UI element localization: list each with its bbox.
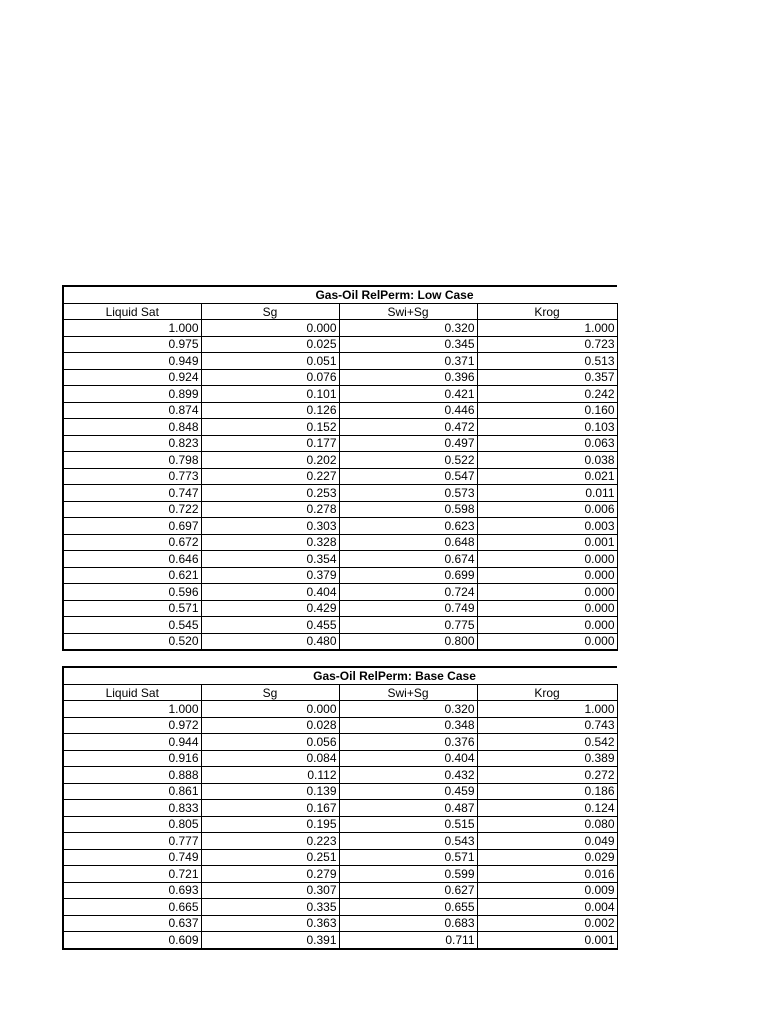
cell-liquid-sat: 0.798 [63, 452, 201, 469]
cell-krog: 1.000 [477, 320, 617, 337]
cell-krog: 0.723 [477, 336, 617, 353]
cell-sg: 0.000 [201, 320, 339, 337]
cell-krog: 0.743 [477, 717, 617, 734]
cell-swi-sg: 0.404 [339, 750, 477, 767]
cell-krog: 0.001 [477, 932, 617, 949]
relperm-table-base-case [62, 666, 618, 950]
cell-krog: 0.000 [477, 600, 617, 617]
cell-liquid-sat: 0.697 [63, 518, 201, 535]
cell-krog: 0.001 [477, 534, 617, 551]
cell-sg: 0.101 [201, 386, 339, 403]
cell-krog: 0.124 [477, 800, 617, 817]
cell-liquid-sat: 0.596 [63, 584, 201, 601]
cell-sg: 0.307 [201, 882, 339, 899]
cell-sg: 0.363 [201, 915, 339, 932]
cell-krog: 0.016 [477, 866, 617, 883]
column-header-liquid-sat: Liquid Sat [63, 685, 201, 701]
cell-liquid-sat: 0.721 [63, 866, 201, 883]
cell-swi-sg: 0.623 [339, 518, 477, 535]
cell-sg: 0.429 [201, 600, 339, 617]
table-row [63, 633, 617, 650]
table-row [63, 584, 617, 601]
cell-liquid-sat: 0.861 [63, 783, 201, 800]
relperm-table-low-case [62, 285, 618, 651]
cell-liquid-sat: 0.749 [63, 849, 201, 866]
table-row [63, 501, 617, 518]
cell-swi-sg: 0.348 [339, 717, 477, 734]
table-row [63, 932, 617, 949]
cell-liquid-sat: 0.874 [63, 402, 201, 419]
cell-liquid-sat: 0.805 [63, 816, 201, 833]
cell-krog: 0.000 [477, 567, 617, 584]
cell-swi-sg: 0.459 [339, 783, 477, 800]
table-row [63, 734, 617, 751]
cell-swi-sg: 0.573 [339, 485, 477, 502]
cell-liquid-sat: 0.693 [63, 882, 201, 899]
cell-liquid-sat: 0.545 [63, 617, 201, 634]
cell-sg: 0.084 [201, 750, 339, 767]
cell-liquid-sat: 0.722 [63, 501, 201, 518]
column-header-swi-sg: Swi+Sg [339, 304, 477, 320]
cell-swi-sg: 0.724 [339, 584, 477, 601]
cell-sg: 0.335 [201, 899, 339, 916]
cell-krog: 0.003 [477, 518, 617, 535]
cell-krog: 0.011 [477, 485, 617, 502]
column-header-liquid-sat: Liquid Sat [63, 304, 201, 320]
cell-swi-sg: 0.648 [339, 534, 477, 551]
column-header-krog: Krog [477, 685, 617, 701]
cell-swi-sg: 0.515 [339, 816, 477, 833]
table-row [63, 750, 617, 767]
cell-sg: 0.279 [201, 866, 339, 883]
cell-sg: 0.076 [201, 369, 339, 386]
cell-sg: 0.202 [201, 452, 339, 469]
cell-swi-sg: 0.674 [339, 551, 477, 568]
table-row [63, 783, 617, 800]
table-row [63, 336, 617, 353]
cell-liquid-sat: 0.773 [63, 468, 201, 485]
cell-liquid-sat: 0.637 [63, 915, 201, 932]
cell-swi-sg: 0.699 [339, 567, 477, 584]
cell-swi-sg: 0.497 [339, 435, 477, 452]
table-row [63, 485, 617, 502]
cell-liquid-sat: 0.944 [63, 734, 201, 751]
cell-krog: 0.389 [477, 750, 617, 767]
cell-sg: 0.051 [201, 353, 339, 370]
table-row [63, 849, 617, 866]
cell-swi-sg: 0.320 [339, 320, 477, 337]
cell-krog: 0.103 [477, 419, 617, 436]
cell-sg: 0.177 [201, 435, 339, 452]
cell-liquid-sat: 0.916 [63, 750, 201, 767]
table-row [63, 402, 617, 419]
table-row [63, 369, 617, 386]
cell-swi-sg: 0.345 [339, 336, 477, 353]
cell-liquid-sat: 0.975 [63, 336, 201, 353]
cell-krog: 0.000 [477, 633, 617, 650]
cell-sg: 0.303 [201, 518, 339, 535]
cell-liquid-sat: 0.747 [63, 485, 201, 502]
table-row [63, 866, 617, 883]
cell-swi-sg: 0.432 [339, 767, 477, 784]
cell-swi-sg: 0.320 [339, 701, 477, 718]
cell-sg: 0.379 [201, 567, 339, 584]
cell-krog: 0.242 [477, 386, 617, 403]
cell-krog: 0.357 [477, 369, 617, 386]
cell-swi-sg: 0.446 [339, 402, 477, 419]
cell-liquid-sat: 0.823 [63, 435, 201, 452]
cell-liquid-sat: 0.571 [63, 600, 201, 617]
cell-krog: 0.049 [477, 833, 617, 850]
cell-liquid-sat: 0.520 [63, 633, 201, 650]
cell-swi-sg: 0.749 [339, 600, 477, 617]
cell-sg: 0.251 [201, 849, 339, 866]
cell-sg: 0.126 [201, 402, 339, 419]
cell-swi-sg: 0.396 [339, 369, 477, 386]
table-row [63, 386, 617, 403]
cell-liquid-sat: 0.609 [63, 932, 201, 949]
cell-swi-sg: 0.571 [339, 849, 477, 866]
column-header-krog: Krog [477, 304, 617, 320]
cell-sg: 0.000 [201, 701, 339, 718]
cell-swi-sg: 0.487 [339, 800, 477, 817]
cell-sg: 0.354 [201, 551, 339, 568]
cell-swi-sg: 0.655 [339, 899, 477, 916]
cell-sg: 0.253 [201, 485, 339, 502]
table-row [63, 767, 617, 784]
cell-sg: 0.223 [201, 833, 339, 850]
cell-sg: 0.227 [201, 468, 339, 485]
cell-liquid-sat: 0.777 [63, 833, 201, 850]
table-row [63, 800, 617, 817]
table-row [63, 899, 617, 916]
cell-sg: 0.195 [201, 816, 339, 833]
table-row [63, 518, 617, 535]
table-title: Gas-Oil RelPerm: Base Case [63, 667, 617, 685]
cell-liquid-sat: 1.000 [63, 701, 201, 718]
cell-liquid-sat: 0.646 [63, 551, 201, 568]
cell-sg: 0.455 [201, 617, 339, 634]
table-row [63, 882, 617, 899]
cell-krog: 0.000 [477, 617, 617, 634]
cell-liquid-sat: 0.924 [63, 369, 201, 386]
cell-swi-sg: 0.472 [339, 419, 477, 436]
cell-krog: 0.002 [477, 915, 617, 932]
cell-sg: 0.480 [201, 633, 339, 650]
column-header-sg: Sg [201, 304, 339, 320]
cell-krog: 0.029 [477, 849, 617, 866]
cell-liquid-sat: 0.848 [63, 419, 201, 436]
cell-swi-sg: 0.683 [339, 915, 477, 932]
table-row [63, 452, 617, 469]
cell-swi-sg: 0.547 [339, 468, 477, 485]
cell-krog: 0.000 [477, 584, 617, 601]
cell-liquid-sat: 0.833 [63, 800, 201, 817]
cell-swi-sg: 0.421 [339, 386, 477, 403]
table-row [63, 816, 617, 833]
cell-krog: 0.006 [477, 501, 617, 518]
cell-sg: 0.152 [201, 419, 339, 436]
cell-swi-sg: 0.627 [339, 882, 477, 899]
table-row [63, 353, 617, 370]
cell-sg: 0.404 [201, 584, 339, 601]
cell-liquid-sat: 0.672 [63, 534, 201, 551]
cell-krog: 0.004 [477, 899, 617, 916]
cell-swi-sg: 0.543 [339, 833, 477, 850]
cell-swi-sg: 0.800 [339, 633, 477, 650]
cell-krog: 0.000 [477, 551, 617, 568]
cell-liquid-sat: 1.000 [63, 320, 201, 337]
cell-liquid-sat: 0.888 [63, 767, 201, 784]
cell-krog: 0.160 [477, 402, 617, 419]
cell-sg: 0.278 [201, 501, 339, 518]
cell-krog: 0.063 [477, 435, 617, 452]
table-row [63, 701, 617, 718]
table-row [63, 419, 617, 436]
cell-krog: 0.513 [477, 353, 617, 370]
cell-krog: 0.080 [477, 816, 617, 833]
cell-krog: 0.021 [477, 468, 617, 485]
table-row [63, 717, 617, 734]
cell-sg: 0.056 [201, 734, 339, 751]
cell-krog: 1.000 [477, 701, 617, 718]
table-row [63, 435, 617, 452]
cell-swi-sg: 0.775 [339, 617, 477, 634]
cell-krog: 0.272 [477, 767, 617, 784]
table-row [63, 320, 617, 337]
table-row [63, 534, 617, 551]
cell-krog: 0.542 [477, 734, 617, 751]
cell-sg: 0.167 [201, 800, 339, 817]
cell-swi-sg: 0.522 [339, 452, 477, 469]
table-row [63, 600, 617, 617]
cell-swi-sg: 0.711 [339, 932, 477, 949]
cell-sg: 0.328 [201, 534, 339, 551]
table-title: Gas-Oil RelPerm: Low Case [63, 286, 617, 304]
cell-liquid-sat: 0.949 [63, 353, 201, 370]
cell-krog: 0.038 [477, 452, 617, 469]
column-header-swi-sg: Swi+Sg [339, 685, 477, 701]
cell-sg: 0.391 [201, 932, 339, 949]
cell-liquid-sat: 0.621 [63, 567, 201, 584]
cell-swi-sg: 0.599 [339, 866, 477, 883]
cell-swi-sg: 0.371 [339, 353, 477, 370]
table-row [63, 617, 617, 634]
cell-sg: 0.112 [201, 767, 339, 784]
cell-sg: 0.025 [201, 336, 339, 353]
cell-liquid-sat: 0.972 [63, 717, 201, 734]
table-row [63, 468, 617, 485]
cell-liquid-sat: 0.899 [63, 386, 201, 403]
cell-sg: 0.139 [201, 783, 339, 800]
cell-swi-sg: 0.598 [339, 501, 477, 518]
table-row [63, 915, 617, 932]
cell-sg: 0.028 [201, 717, 339, 734]
table-row [63, 833, 617, 850]
cell-swi-sg: 0.376 [339, 734, 477, 751]
table-row [63, 567, 617, 584]
cell-krog: 0.009 [477, 882, 617, 899]
cell-krog: 0.186 [477, 783, 617, 800]
cell-liquid-sat: 0.665 [63, 899, 201, 916]
table-row [63, 551, 617, 568]
column-header-sg: Sg [201, 685, 339, 701]
